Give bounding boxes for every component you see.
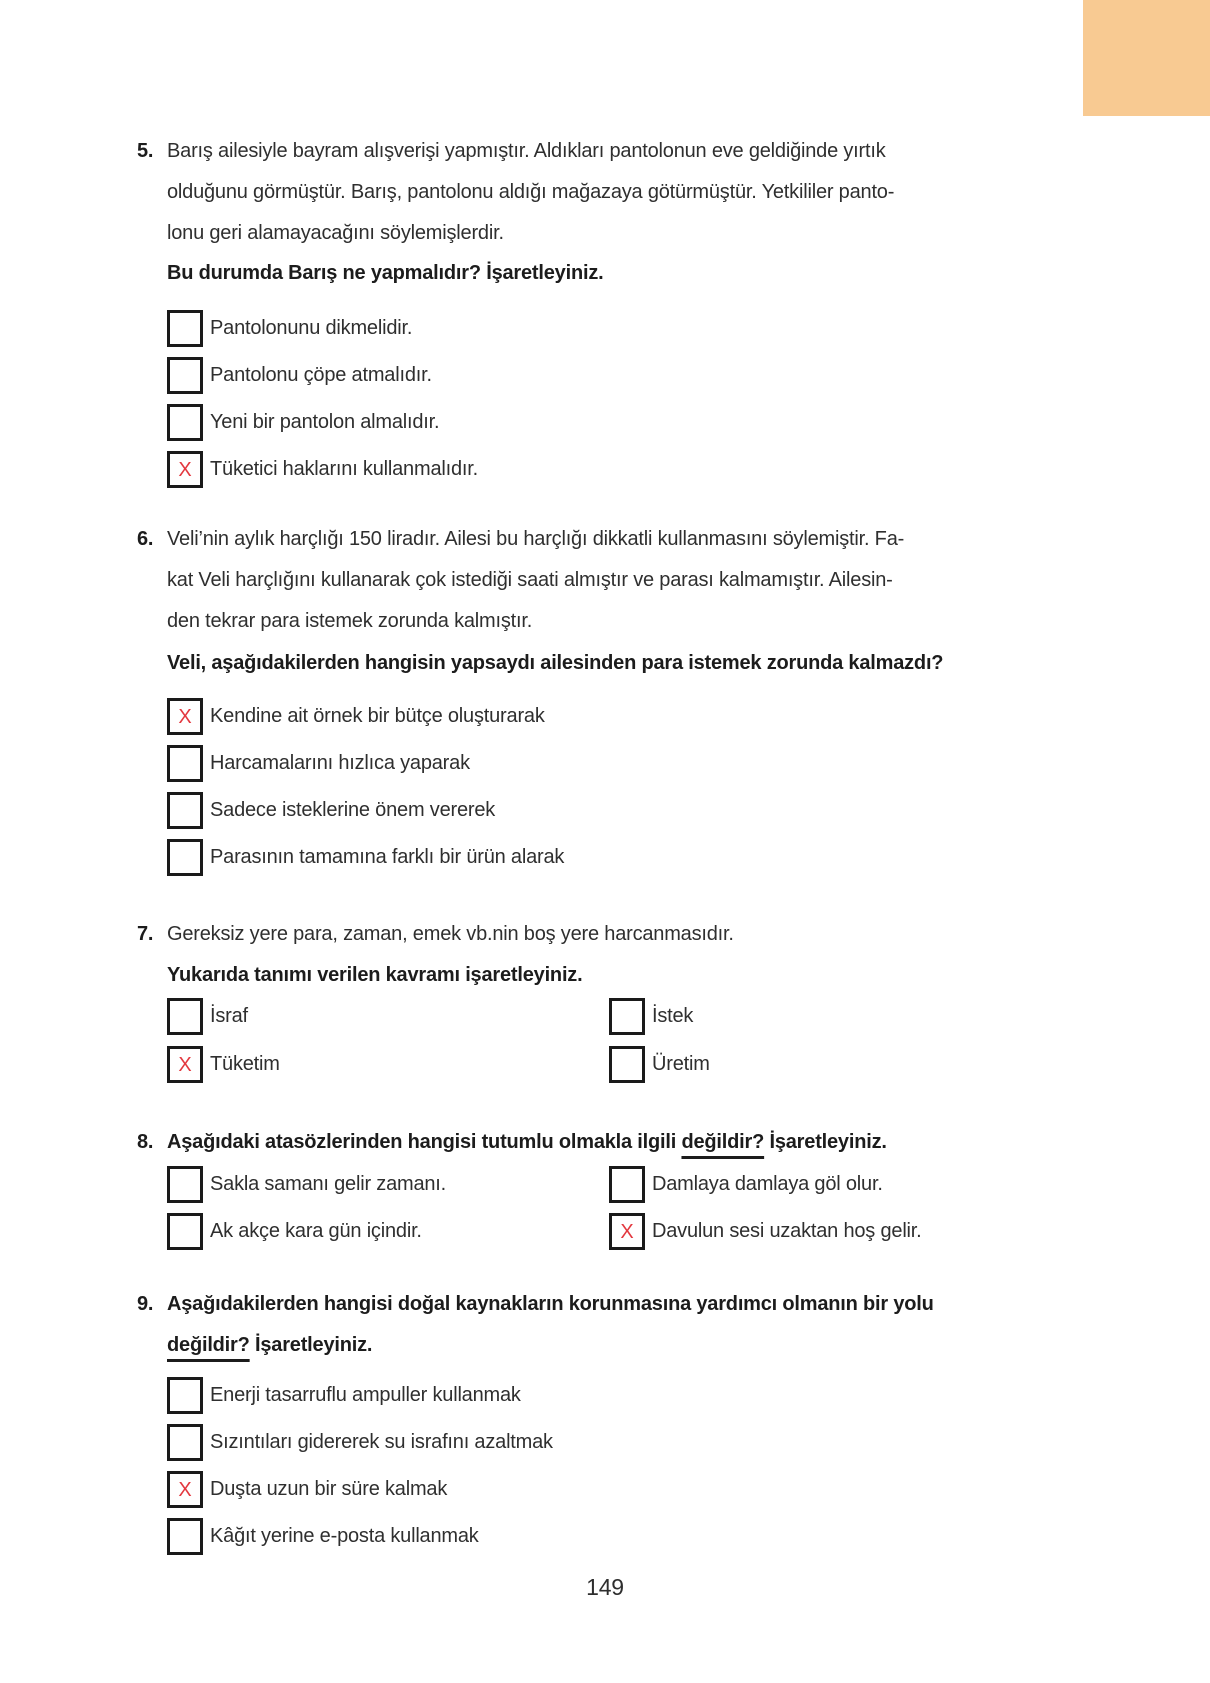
question-5-body-line: Barış ailesiyle bayram alışverişi yapmıştır. Aldıkları pantolonun eve geldiğinde yırtık <box>167 140 886 162</box>
answer-option[interactable] <box>167 1166 446 1203</box>
option-label: Davulun sesi uzaktan hoş gelir. <box>652 1220 922 1242</box>
answer-option[interactable] <box>167 451 478 488</box>
question-9-number: 9. <box>137 1293 154 1315</box>
checkbox[interactable] <box>167 404 203 441</box>
answer-option[interactable] <box>167 839 564 876</box>
question-7-body: Gereksiz yere para, zaman, emek vb.nin boş yere harcanmasıdır. <box>167 923 734 945</box>
checkbox-checked[interactable] <box>609 1213 645 1250</box>
answer-option[interactable] <box>167 1424 553 1461</box>
question-5-number: 5. <box>137 140 154 162</box>
question-8-prompt-underlined: değildir? <box>681 1131 765 1153</box>
checkbox[interactable] <box>609 998 645 1035</box>
answer-option[interactable] <box>167 1213 422 1250</box>
checkbox[interactable] <box>167 792 203 829</box>
checkbox-checked[interactable] <box>167 1471 203 1508</box>
answer-option[interactable] <box>167 310 412 347</box>
checkbox[interactable] <box>167 1213 203 1250</box>
option-label: Tüketici haklarını kullanmalıdır. <box>210 458 478 480</box>
x-mark: X <box>178 1053 192 1076</box>
answer-option[interactable] <box>167 357 432 394</box>
answer-option[interactable] <box>167 1377 521 1414</box>
checkbox[interactable] <box>167 745 203 782</box>
checkbox-checked[interactable] <box>167 698 203 735</box>
option-label: Üretim <box>652 1053 710 1075</box>
question-8-prompt-pre: Aşağıdaki atasözlerinden hangisi tutumlu olmakla ilgili <box>167 1131 682 1153</box>
page-number: 149 <box>586 1574 624 1600</box>
option-label: İstek <box>652 1005 694 1027</box>
answer-option[interactable] <box>167 1471 447 1508</box>
option-label: Yeni bir pantolon almalıdır. <box>210 411 440 433</box>
checkbox-checked[interactable] <box>167 1046 203 1083</box>
question-5-body-line: lonu geri alamayacağını söylemişlerdir. <box>167 222 504 244</box>
question-7-prompt: Yukarıda tanımı verilen kavramı işaretleyiniz. <box>167 964 583 986</box>
question-6-body-line: den tekrar para istemek zorunda kalmıştır. <box>167 610 533 632</box>
x-mark: X <box>178 1478 192 1501</box>
question-6-number: 6. <box>137 528 154 550</box>
checkbox[interactable] <box>167 357 203 394</box>
checkbox[interactable] <box>609 1046 645 1083</box>
option-label: Duşta uzun bir süre kalmak <box>210 1478 448 1500</box>
answer-option[interactable] <box>167 1046 280 1083</box>
answer-option[interactable] <box>609 1213 922 1250</box>
question-8-prompt <box>167 1131 887 1154</box>
question-6-body-line: Veli’nin aylık harçlığı 150 liradır. Ailesi bu harçlığı dikkatli kullanmasını söylemiştir. Fa- <box>167 528 905 550</box>
answer-option[interactable] <box>167 404 439 441</box>
question-8-number: 8. <box>137 1131 154 1153</box>
answer-option[interactable] <box>167 745 470 782</box>
answer-option[interactable] <box>609 998 693 1035</box>
answer-option[interactable] <box>609 1046 710 1083</box>
question-5-body-line: olduğunu görmüştür. Barış, pantolonu aldığı mağazaya götürmüştür. Yetkililer panto- <box>167 181 895 203</box>
answer-option[interactable] <box>609 1166 883 1203</box>
option-label: İsraf <box>210 1005 248 1027</box>
checkbox[interactable] <box>167 998 203 1035</box>
option-label: Kâğıt yerine e-posta kullanmak <box>210 1525 479 1547</box>
option-label: Tüketim <box>210 1053 280 1075</box>
question-7-number: 7. <box>137 923 154 945</box>
option-label: Damlaya damlaya göl olur. <box>652 1173 883 1195</box>
option-label: Parasının tamamına farklı bir ürün alarak <box>210 846 565 868</box>
option-label: Sadece isteklerine önem vererek <box>210 799 496 821</box>
option-label: Kendine ait örnek bir bütçe oluşturarak <box>210 705 545 727</box>
checkbox[interactable] <box>167 839 203 876</box>
option-label: Sakla samanı gelir zamanı. <box>210 1173 447 1195</box>
checkbox[interactable] <box>609 1166 645 1203</box>
option-label: Enerji tasarruflu ampuller kullanmak <box>210 1384 521 1406</box>
option-label: Sızıntıları gidererek su israfını azaltmak <box>210 1431 553 1453</box>
checkbox[interactable] <box>167 1518 203 1555</box>
question-5-prompt: Bu durumda Barış ne yapmalıdır? İşaretleyiniz. <box>167 262 604 284</box>
question-6-prompt: Veli, aşağıdakilerden hangisin yapsaydı ailesinden para istemek zorunda kalmazdı? <box>167 652 944 674</box>
option-label: Harcamalarını hızlıca yaparak <box>210 752 470 774</box>
question-9-prompt-post: İşaretleyiniz. <box>249 1334 373 1356</box>
checkbox-checked[interactable] <box>167 451 203 488</box>
answer-option[interactable] <box>167 1518 479 1555</box>
answer-option[interactable] <box>167 998 248 1035</box>
option-label: Ak akçe kara gün içindir. <box>210 1220 422 1242</box>
x-mark: X <box>178 458 192 481</box>
checkbox[interactable] <box>167 310 203 347</box>
page-corner-accent <box>1083 0 1210 116</box>
question-6-body-line: kat Veli harçlığını kullanarak çok istediği saati almıştır ve parası kalmamıştır. Ailesin- <box>167 569 893 591</box>
checkbox[interactable] <box>167 1377 203 1414</box>
answer-option[interactable] <box>167 792 495 829</box>
option-label: Pantolonunu dikmelidir. <box>210 317 413 339</box>
checkbox[interactable] <box>167 1166 203 1203</box>
question-8-prompt-post: İşaretleyiniz. <box>764 1131 887 1153</box>
x-mark: X <box>620 1220 634 1243</box>
checkbox[interactable] <box>167 1424 203 1461</box>
question-9-prompt-underlined: değildir? <box>167 1334 250 1356</box>
question-9-prompt-line2 <box>167 1334 372 1357</box>
x-mark: X <box>178 705 192 728</box>
option-label: Pantolonu çöpe atmalıdır. <box>210 364 432 386</box>
question-9-prompt-line1: Aşağıdakilerden hangisi doğal kaynakların korunmasına yardımcı olmanın bir yolu <box>167 1293 934 1315</box>
answer-option[interactable] <box>167 698 545 735</box>
